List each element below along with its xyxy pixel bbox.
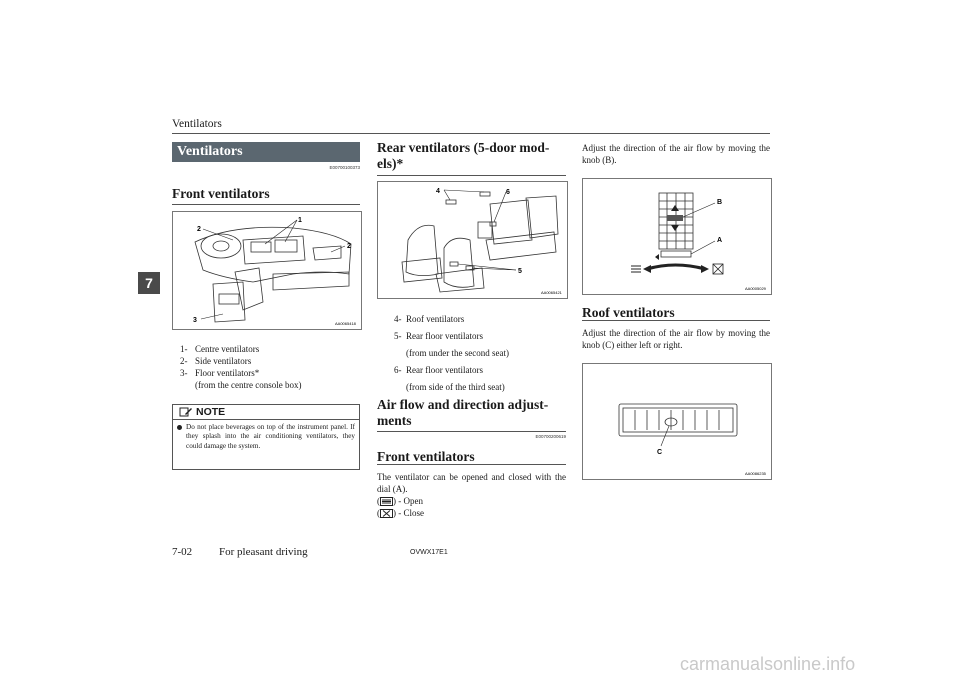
list-item: 4- Roof ventilators [394, 314, 465, 324]
list-item-detail: (from under the second seat) [406, 348, 509, 358]
front-ventilators-subheading: Front ventilators [377, 449, 475, 464]
footer-code: OVWX17E1 [410, 549, 448, 556]
knob-c-paragraph: Adjust the direction of the air flow by moving the knob (C) either left or right. [582, 328, 770, 350]
heading-rule [377, 175, 566, 176]
list-item: 2- Side ventilators [180, 356, 252, 366]
close-vent-icon [713, 264, 723, 274]
callout-label: 5 [518, 268, 522, 275]
footer-section-title: For pleasant driving [219, 546, 308, 558]
figure-code: AA0065421 [541, 290, 562, 295]
callout-line [472, 268, 516, 270]
roof-vent-illustration [582, 363, 772, 480]
callout-label: 1 [298, 217, 302, 224]
list-item-detail: (from side of the third seat) [406, 382, 505, 392]
chapter-tab: 7 [138, 272, 160, 294]
callout-label: 3 [193, 317, 197, 324]
rear-ventilators-heading: Rear ventilators (5-door mod- els)* [377, 140, 550, 171]
callout-label: 2 [347, 243, 351, 250]
open-vent-icon [631, 266, 641, 272]
open-vent-icon [380, 497, 393, 506]
page-number: 7-02 [172, 546, 193, 558]
open-label: ( ) - Open [377, 496, 423, 506]
callout-line [285, 220, 297, 242]
heading-rule [172, 204, 360, 205]
section-code: E00700100373 [329, 165, 360, 170]
callout-line [691, 241, 715, 254]
figure-code: AA0065418 [335, 321, 356, 326]
front-ventilators-heading: Front ventilators [172, 186, 270, 201]
heading-rule [582, 320, 770, 321]
callout-line [444, 190, 484, 192]
heading-rule [377, 464, 566, 465]
note-title: NOTE [196, 406, 226, 418]
list-item: 6- Rear floor ventilators [394, 365, 483, 375]
watermark: carmanualsonline.info [680, 654, 856, 674]
rear-ventilator-list [394, 314, 566, 393]
roof-ventilators-heading: Roof ventilators [582, 305, 675, 320]
dial-paragraph: The ventilator can be opened and closed with the dial (A). [377, 472, 566, 494]
heading-rule [377, 431, 566, 432]
figure-code: AA0086235 [745, 471, 766, 476]
callout-line [201, 314, 223, 319]
callout-label: A [717, 237, 723, 244]
air-flow-heading: Air flow and direction adjust- ments [377, 397, 549, 428]
callout-label: 2 [197, 226, 201, 233]
callout-line [683, 203, 715, 217]
section-code: E00700200619 [535, 434, 566, 439]
callout-label: 4 [436, 188, 440, 195]
note-icon [179, 407, 193, 417]
dial-knob-illustration [582, 178, 772, 295]
callout-line [494, 192, 506, 222]
note-box [172, 404, 360, 470]
bullet-icon [177, 425, 182, 430]
list-item: 5- Rear floor ventilators [394, 331, 483, 341]
list-item-detail: (from the centre console box) [195, 380, 302, 390]
callout-label: 6 [506, 189, 510, 196]
running-header: Ventilators [172, 118, 222, 130]
callout-label: C [657, 449, 663, 456]
header-rule [172, 133, 770, 134]
knob-b-paragraph: Adjust the direction of the air flow by moving the knob (B). [582, 143, 770, 165]
rear-seats-illustration [377, 181, 568, 299]
front-ventilator-list [180, 343, 360, 391]
figure-code: AA0005029 [745, 286, 766, 291]
list-item: 3- Floor ventilators* [180, 368, 260, 378]
section-banner: Ventilators [172, 142, 360, 162]
dashboard-illustration [172, 211, 362, 330]
callout-label: B [717, 199, 723, 206]
callout-line [458, 264, 516, 270]
close-label: ( ) - Close [377, 508, 424, 518]
note-text: Do not place beverages on top of the instrument panel. If they splash into the air conditioning ventilators, they could damage the system. [186, 423, 355, 450]
callout-line [444, 190, 450, 200]
close-vent-icon [380, 509, 393, 518]
list-item: 1- Centre ventilators [180, 344, 260, 354]
